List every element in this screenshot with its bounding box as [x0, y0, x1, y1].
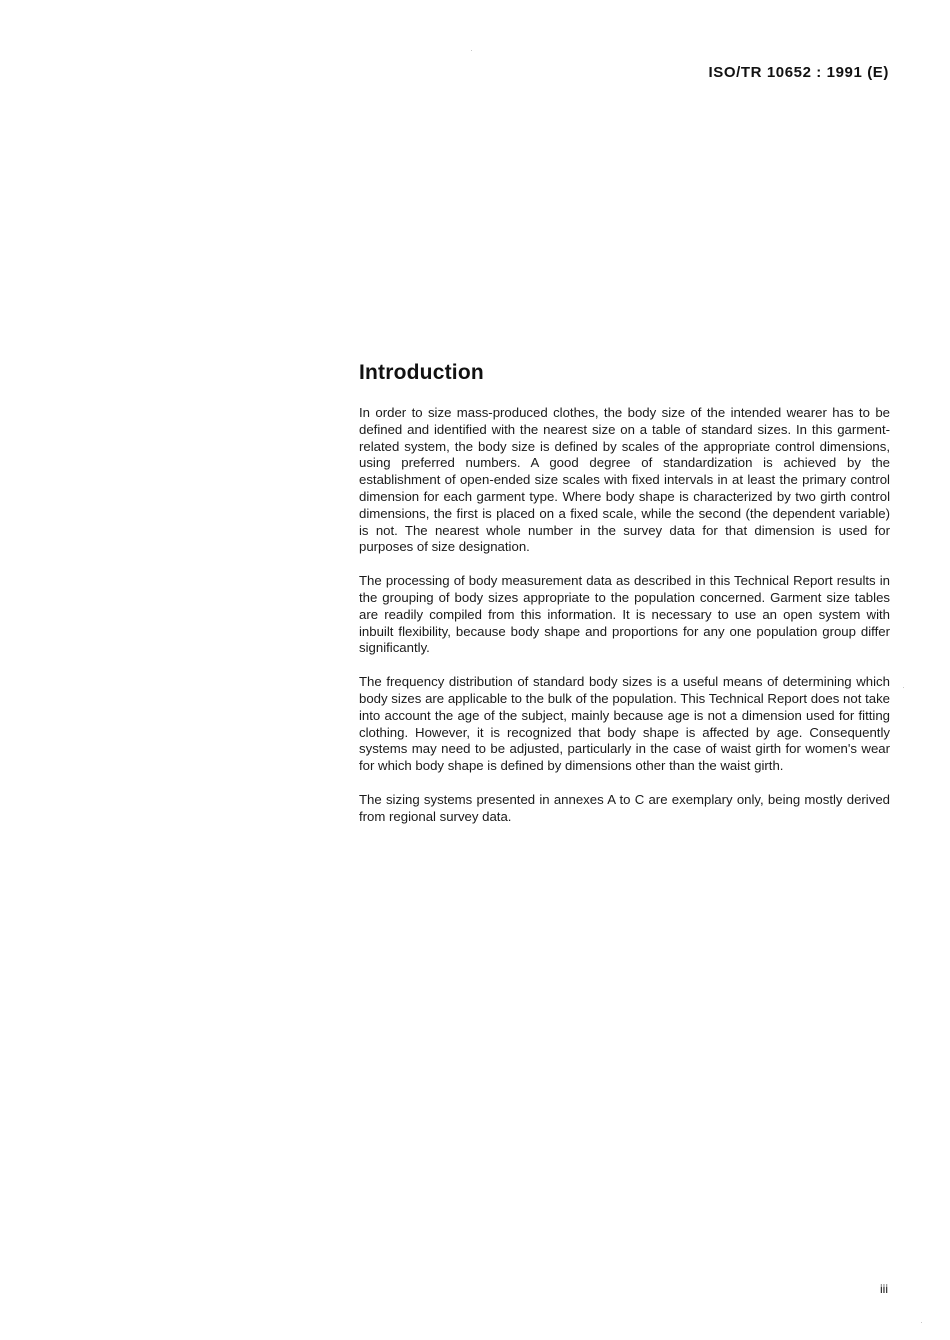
paragraph: The sizing systems presented in annexes A to C are exemplary only, being mostly derived from regional survey data.: [359, 791, 890, 824]
scan-speck: [921, 1322, 922, 1323]
paragraph: In order to size mass-produced clothes, the body size of the intended wearer has to be defined and identified with the nearest size on a table of standard sizes. In this garment-related system, the body size is defined by scales of the appropriate control dimensions, using preferred numbers. A good degree of standardization is achieved by the establishment of open-ended size scales with fixed intervals in at least the primary control dimension for each garment type. Where body shape is characterized by two girth control dimensions, the first is placed on a fixed scale, while the second (the dependent variable) is not. The nearest whole number in the survey data for that dimension is used for purposes of size designation.: [359, 405, 890, 555]
introduction-section: [359, 361, 890, 843]
page-number: iii: [880, 1282, 888, 1296]
paragraph: The processing of body measurement data as described in this Technical Report results in the grouping of body sizes appropriate to the population concerned. Garment size tables are readily compiled from this information. It is necessary to use an open system with inbuilt flexibility, because body shape and proportions for any one population group differ significantly.: [359, 573, 890, 656]
paragraph: The frequency distribution of standard body sizes is a useful means of determining which body sizes are applicable to the bulk of the population. This Technical Report does not take into account the age of the subject, mainly because age is not a dimension used for fitting clothing. However, it is recognized that body shape is affected by age. Consequently systems may need to be adjusted, particularly in the case of waist girth for women's wear for which body shape is defined by dimensions other than the waist girth.: [359, 674, 890, 774]
section-title: Introduction: [359, 361, 484, 384]
scan-speck: [903, 687, 904, 688]
document-identifier: ISO/TR 10652 : 1991 (E): [708, 64, 889, 81]
scan-speck: [471, 50, 472, 51]
